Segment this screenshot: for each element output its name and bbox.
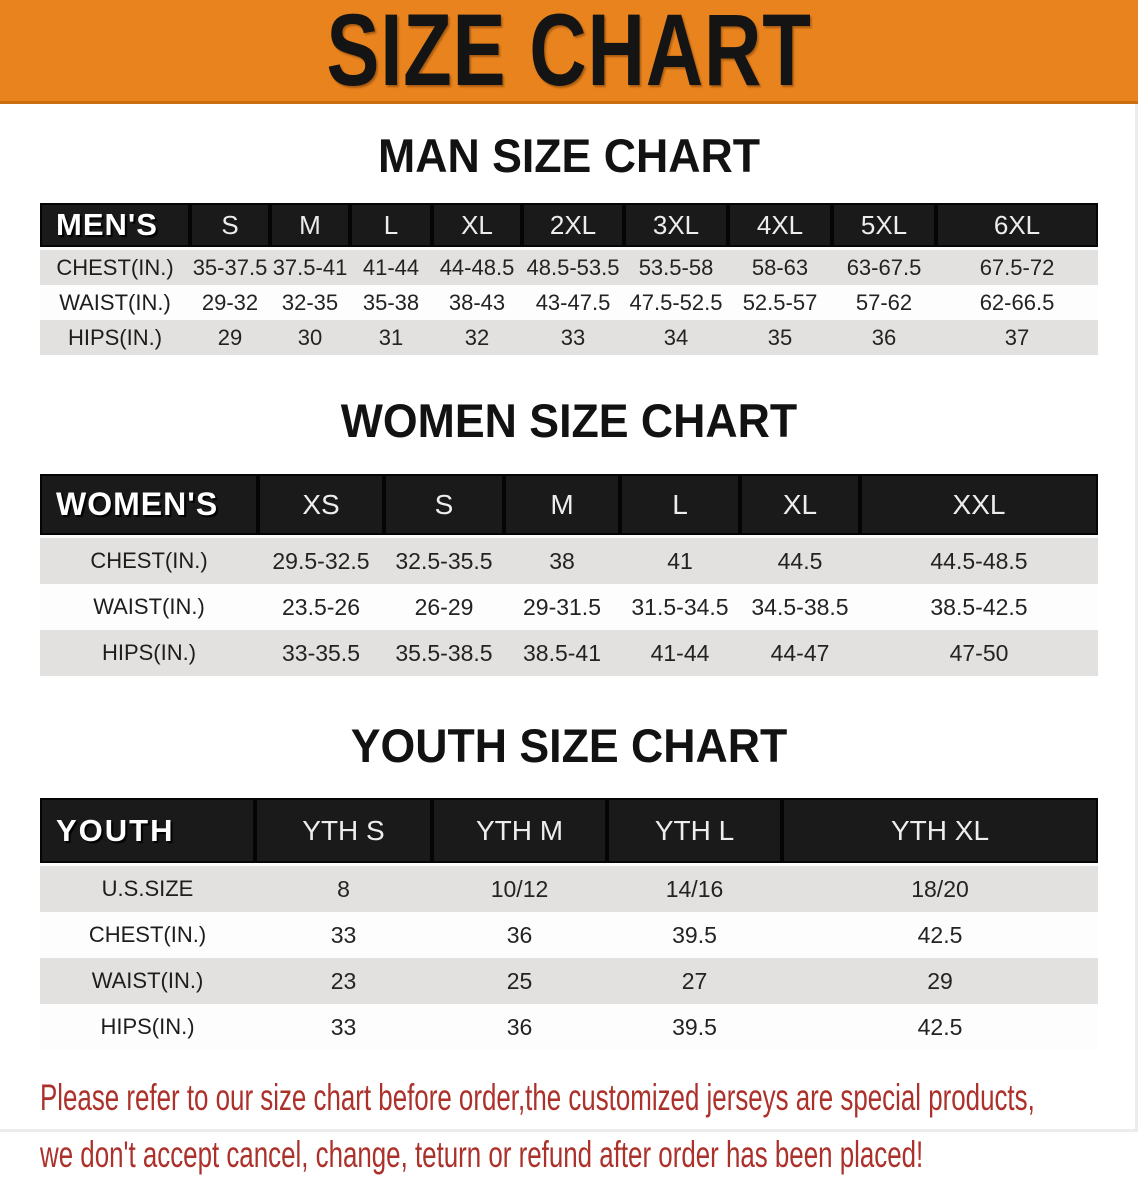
size-column-header: 3XL xyxy=(624,203,728,249)
size-value-cell: 44-47 xyxy=(740,630,860,676)
size-value-cell: 47-50 xyxy=(860,630,1098,676)
row-label: CHEST(IN.) xyxy=(40,912,255,958)
size-value-cell: 41-44 xyxy=(350,249,432,286)
size-value-cell: 38 xyxy=(504,537,620,585)
size-value-cell: 27 xyxy=(607,958,782,1004)
banner-title: SIZE CHART xyxy=(326,0,812,104)
size-value-cell: 43-47.5 xyxy=(522,285,624,320)
size-value-cell: 18/20 xyxy=(782,865,1098,913)
size-value-cell: 37.5-41 xyxy=(270,249,350,286)
size-column-header: 6XL xyxy=(936,203,1098,249)
size-value-cell: 29-32 xyxy=(190,285,270,320)
size-value-cell: 67.5-72 xyxy=(936,249,1098,286)
size-value-cell: 31.5-34.5 xyxy=(620,584,740,630)
size-value-cell: 44.5 xyxy=(740,537,860,585)
size-column-header: YTH M xyxy=(432,798,607,865)
table-row xyxy=(40,1004,1098,1050)
size-value-cell: 32.5-35.5 xyxy=(384,537,504,585)
size-value-cell: 35-37.5 xyxy=(190,249,270,286)
size-value-cell: 36 xyxy=(832,320,936,355)
table-title-cell: MEN'S xyxy=(40,203,190,249)
size-column-header: 4XL xyxy=(728,203,832,249)
size-value-cell: 29.5-32.5 xyxy=(258,537,384,585)
size-value-cell: 33 xyxy=(522,320,624,355)
banner xyxy=(0,0,1138,104)
size-value-cell: 57-62 xyxy=(832,285,936,320)
size-column-header: YTH XL xyxy=(782,798,1098,865)
man-section-heading: MAN SIZE CHART xyxy=(378,129,760,182)
man-size-section xyxy=(0,104,1138,355)
disclaimer-line-2: we don't accept cancel, change, teturn or refund after order has been placed! xyxy=(40,1134,924,1176)
size-column-header: S xyxy=(190,203,270,249)
size-value-cell: 26-29 xyxy=(384,584,504,630)
size-column-header: M xyxy=(270,203,350,249)
header-row xyxy=(40,203,1098,249)
size-value-cell: 35.5-38.5 xyxy=(384,630,504,676)
size-column-header: L xyxy=(620,474,740,537)
size-value-cell: 42.5 xyxy=(782,912,1098,958)
size-value-cell: 38-43 xyxy=(432,285,522,320)
table-row xyxy=(40,537,1098,585)
size-value-cell: 35-38 xyxy=(350,285,432,320)
table-title-cell: YOUTH xyxy=(40,798,255,865)
size-value-cell: 14/16 xyxy=(607,865,782,913)
disclaimer-line-1: Please refer to our size chart before order,the customized jerseys are special products, xyxy=(40,1077,1035,1118)
men-size-table xyxy=(40,203,1098,355)
size-value-cell: 38.5-42.5 xyxy=(860,584,1098,630)
size-value-cell: 34.5-38.5 xyxy=(740,584,860,630)
row-label: U.S.SIZE xyxy=(40,865,255,913)
table-title-cell: WOMEN'S xyxy=(40,474,258,537)
size-column-header: XS xyxy=(258,474,384,537)
size-value-cell: 23.5-26 xyxy=(258,584,384,630)
size-value-cell: 32 xyxy=(432,320,522,355)
table-row xyxy=(40,285,1098,320)
size-column-header: XL xyxy=(740,474,860,537)
size-value-cell: 23 xyxy=(255,958,432,1004)
women-section-heading: WOMEN SIZE CHART xyxy=(340,394,798,447)
table-row xyxy=(40,958,1098,1004)
size-value-cell: 34 xyxy=(624,320,728,355)
size-column-header: 2XL xyxy=(522,203,624,249)
size-value-cell: 38.5-41 xyxy=(504,630,620,676)
size-value-cell: 29 xyxy=(190,320,270,355)
table-row xyxy=(40,865,1098,913)
size-value-cell: 30 xyxy=(270,320,350,355)
row-label: HIPS(IN.) xyxy=(40,630,258,676)
size-column-header: XXL xyxy=(860,474,1098,537)
youth-section-heading: YOUTH SIZE CHART xyxy=(350,719,788,772)
size-value-cell: 29 xyxy=(782,958,1098,1004)
youth-size-table xyxy=(40,798,1098,1050)
size-value-cell: 37 xyxy=(936,320,1098,355)
size-column-header: XL xyxy=(432,203,522,249)
header-row xyxy=(40,798,1098,865)
table-row xyxy=(40,630,1098,676)
row-label: WAIST(IN.) xyxy=(40,584,258,630)
size-value-cell: 53.5-58 xyxy=(624,249,728,286)
size-column-header: L xyxy=(350,203,432,249)
size-value-cell: 29-31.5 xyxy=(504,584,620,630)
size-column-header: YTH S xyxy=(255,798,432,865)
size-value-cell: 44.5-48.5 xyxy=(860,537,1098,585)
size-value-cell: 10/12 xyxy=(432,865,607,913)
size-value-cell: 39.5 xyxy=(607,912,782,958)
size-value-cell: 33-35.5 xyxy=(258,630,384,676)
table-row xyxy=(40,320,1098,355)
size-value-cell: 48.5-53.5 xyxy=(522,249,624,286)
table-row xyxy=(40,249,1098,286)
size-column-header: YTH L xyxy=(607,798,782,865)
row-label: CHEST(IN.) xyxy=(40,537,258,585)
row-label: HIPS(IN.) xyxy=(40,320,190,355)
women-size-section xyxy=(0,355,1138,676)
size-value-cell: 32-35 xyxy=(270,285,350,320)
size-value-cell: 35 xyxy=(728,320,832,355)
size-column-header: S xyxy=(384,474,504,537)
youth-size-section xyxy=(0,676,1138,1050)
row-label: CHEST(IN.) xyxy=(40,249,190,286)
table-row xyxy=(40,912,1098,958)
size-value-cell: 39.5 xyxy=(607,1004,782,1050)
size-value-cell: 33 xyxy=(255,912,432,958)
size-value-cell: 58-63 xyxy=(728,249,832,286)
header-row xyxy=(40,474,1098,537)
women-size-table xyxy=(40,474,1098,676)
size-value-cell: 41 xyxy=(620,537,740,585)
size-value-cell: 36 xyxy=(432,912,607,958)
size-value-cell: 52.5-57 xyxy=(728,285,832,320)
row-label: WAIST(IN.) xyxy=(40,285,190,320)
size-value-cell: 63-67.5 xyxy=(832,249,936,286)
size-value-cell: 33 xyxy=(255,1004,432,1050)
size-value-cell: 44-48.5 xyxy=(432,249,522,286)
size-value-cell: 25 xyxy=(432,958,607,1004)
size-value-cell: 41-44 xyxy=(620,630,740,676)
size-value-cell: 8 xyxy=(255,865,432,913)
row-label: HIPS(IN.) xyxy=(40,1004,255,1050)
size-value-cell: 62-66.5 xyxy=(936,285,1098,320)
size-value-cell: 36 xyxy=(432,1004,607,1050)
disclaimer xyxy=(40,1074,1138,1179)
size-column-header: 5XL xyxy=(832,203,936,249)
size-value-cell: 31 xyxy=(350,320,432,355)
row-label: WAIST(IN.) xyxy=(40,958,255,1004)
size-value-cell: 42.5 xyxy=(782,1004,1098,1050)
table-row xyxy=(40,584,1098,630)
size-value-cell: 47.5-52.5 xyxy=(624,285,728,320)
size-column-header: M xyxy=(504,474,620,537)
